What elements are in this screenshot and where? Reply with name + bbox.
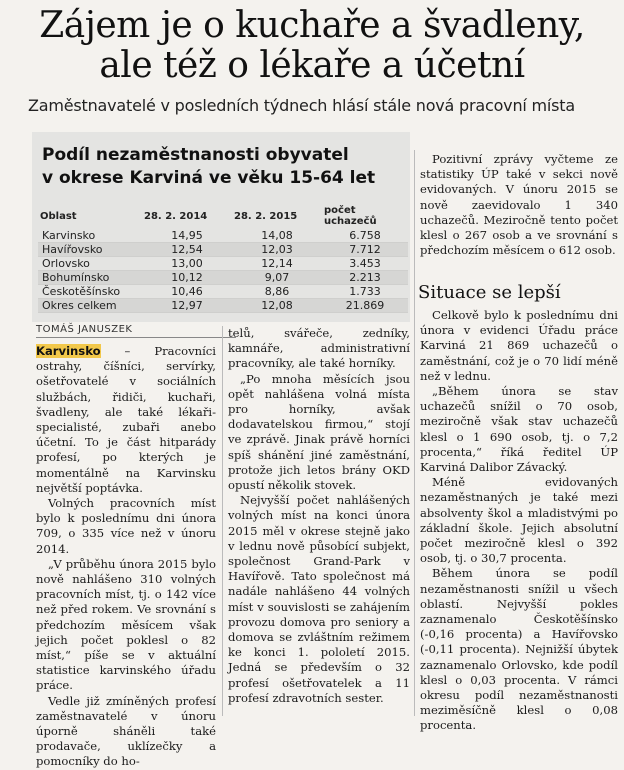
paragraph: „Během února se stav uchazečů snížil o 70 osob, meziročně však stav uchazečů klesl o 1 690 osob, tj. o 7,2 procenta,“ říká ředitel ÚP Karviná Dalibor Závacký. [420, 384, 618, 475]
paragraph: Volných pracovních míst bylo k poslednímu dni února 709, o 335 více než v únoru 2014. [36, 496, 216, 556]
section-heading: Situace se lepší [418, 282, 561, 303]
table-cell: 8,86 [232, 285, 322, 299]
paragraph: Pozitivní zprávy vyčteme ze statistiky ÚP také v sekci nově evidovaných. V únoru 2015 se nově zaevidovalo 1 340 uchazečů. Meziročně tento počet klesl o 267 osob a ve srovnání s předchozím měsícem o 612 osob. [420, 152, 618, 258]
table-cell: 10,46 [142, 285, 232, 299]
paragraph: Během února se podíl nezaměstnanosti snížil u všech oblastí. Nejvyšší pokles zaznamenalo Českotěšínsko (-0,16 procenta) a Havířovsko (-0,11 procenta). Nejnižší úbytek zaznamenalo Orlovsko, kde podíl klesl o 0,03 procenta. V rámci okresu podíl nezaměstnanosti meziměsíčně klesl o 0,08 procenta. [420, 566, 618, 733]
table-header-row [38, 205, 408, 229]
headline [0, 6, 624, 86]
table-header-cell: 28. 2. 2014 [144, 210, 208, 222]
paragraph: telů, svářeče, zedníky, kamnáře, administrativní pracovníky, ale také horníky. [228, 326, 410, 371]
table-cell: Českotěšínsko [38, 285, 142, 299]
article-column-2 [228, 326, 410, 706]
table-cell: 2.213 [322, 271, 408, 285]
table-cell: 14,95 [142, 229, 232, 243]
article-column-3 [420, 308, 618, 734]
table-cell: 14,08 [232, 229, 322, 243]
table-cell: Orlovsko [38, 257, 142, 271]
table-row [38, 271, 408, 285]
table-cell: 9,07 [232, 271, 322, 285]
paragraph: Méně evidovaných nezaměstnaných je také mezi absolventy škol a mladistvými po základní škole. Jejich absolutní počet meziročně klesl o 392 osob, tj. o 30,7 procenta. [420, 475, 618, 566]
table-cell: Havířovsko [38, 243, 142, 257]
subheadline: Zaměstnavatelé v posledních týdnech hlásí stále nová pracovní místa [28, 96, 575, 115]
table-cell: 21.869 [322, 299, 408, 313]
table-title-line-1: Podíl nezaměstnanosti obyvatel [42, 145, 349, 165]
table-row [38, 299, 408, 313]
paragraph: Celkově bylo k poslednímu dni února v evidenci Úřadu práce Karviná 21 869 uchazečů o zaměstnání, což je o 70 lidí méně než v lednu. [420, 308, 618, 383]
table-cell: 12,97 [142, 299, 232, 313]
headline-line-2: ale též o lékaře a účetní [99, 45, 525, 86]
table-cell: 7.712 [322, 243, 408, 257]
paragraph: Nejvyšší počet nahlášených volných míst na konci února 2015 měl v okrese stejně jako v lednu nově působící subjekt, společnost Grand-Park v Havířově. Tato společnost má nadále nahlášeno 44 volných míst v souvislosti se zahájením provozu domova pro seniory a domova se zvláštním režimem ke konci 1. pololetí 2015. Jedná se především o 32 profesí ošetřovatelek a 11 profesí zdravotních sester. [228, 493, 410, 705]
paragraph-text: – Pracovníci ostrahy, číšníci, servírky, ošetřovatelé v sociálních službách, řidiči, kuchaři, švadleny, ale také lékaři-specialisté, zubaři anebo účetní. To je část hitparády profesí, po kterých je momentálně na Karvinsku největší poptávka. [36, 344, 216, 495]
table-header-cell: počet uchazečů [324, 205, 377, 227]
unemployment-table [38, 205, 408, 313]
paragraph: „Po mnoha měsících jsou opět nahlášena volná místa pro horníky, avšak dodavatelskou firmou,“ stojí ve zprávě. Jinak právě horníci spíš shánění jiné zaměstnání, protože jich letos brány OKD opustí několik stovek. [228, 371, 410, 493]
paragraph: Vedle již zmíněných profesí zaměstnavatelé v únoru úporně sháněli také prodavače, uklízečky a pomocníky do ho- [36, 693, 216, 769]
article-column-1 [36, 344, 216, 770]
table-title [42, 144, 402, 190]
column-divider [222, 326, 223, 716]
byline: TOMÁŠ JANUSZEK [36, 324, 236, 338]
table-row [38, 229, 408, 243]
table-cell: 12,54 [142, 243, 232, 257]
table-header-cell: 28. 2. 2015 [234, 210, 298, 222]
place-keyword: Karvinsko [36, 344, 101, 358]
table-cell: 12,08 [232, 299, 322, 313]
table-cell: 10,12 [142, 271, 232, 285]
table-cell: 12,03 [232, 243, 322, 257]
column-divider [414, 150, 415, 716]
headline-line-1: Zájem je o kuchaře a švadleny, [39, 5, 585, 46]
table-cell: 13,00 [142, 257, 232, 271]
table-cell: 3.453 [322, 257, 408, 271]
table-cell: 12,14 [232, 257, 322, 271]
table-header-cell: Oblast [40, 210, 77, 222]
table-cell: Bohumínsko [38, 271, 142, 285]
table-cell: 1.733 [322, 285, 408, 299]
table-row [38, 257, 408, 271]
table-row [38, 285, 408, 299]
paragraph [36, 344, 216, 496]
paragraph: „V průběhu února 2015 bylo nově nahlášeno 310 volných pracovních míst, tj. o 142 více než před rokem. Ve srovnání s předchozím měsícem však jejich počet poklesl o 82 míst,“ píše se v aktuální statistice karvinského úřadu práce. [36, 556, 216, 693]
table-cell: 6.758 [322, 229, 408, 243]
table-cell: Karvinsko [38, 229, 142, 243]
table-cell: Okres celkem [38, 299, 142, 313]
article-column-3-top [420, 152, 618, 258]
table-title-line-2: v okrese Karviná ve věku 15-64 let [42, 168, 376, 188]
table-row [38, 243, 408, 257]
